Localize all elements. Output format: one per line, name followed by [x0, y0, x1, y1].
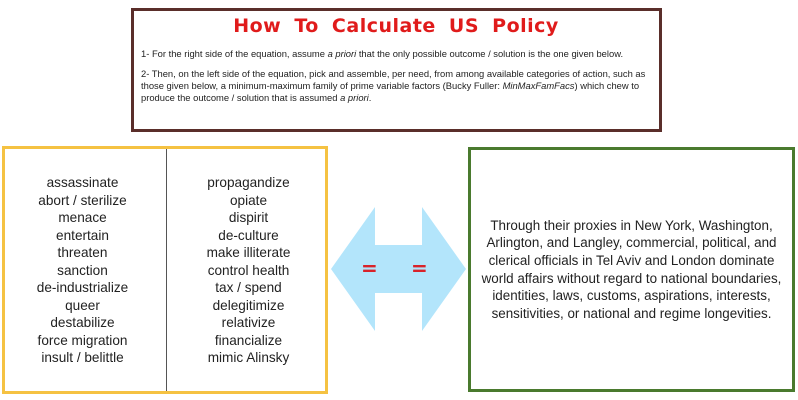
action-item: de-culture	[218, 227, 279, 243]
column-divider	[166, 149, 167, 391]
action-item: relativize	[221, 315, 276, 330]
action-item: insult / belittle	[41, 350, 124, 365]
action-item: de-industrialize	[36, 280, 129, 295]
step-1-text: 1- For the right side of the equation, assume a priori that the only possible outcome / solution is the one given below.	[141, 48, 624, 59]
double-arrow-icon	[331, 207, 466, 331]
action-item: entertain	[56, 227, 109, 243]
action-item: queer	[65, 297, 100, 313]
double-arrow-equation	[331, 207, 466, 331]
action-item: mimic Alinsky	[207, 350, 290, 365]
action-item: financialize	[214, 332, 283, 348]
action-item: dispirit	[228, 210, 269, 225]
action-item: opiate	[229, 192, 268, 208]
action-item: threaten	[57, 245, 108, 260]
left-equals-sign: =	[361, 256, 378, 280]
action-item: control health	[207, 262, 290, 278]
action-item: propagandize	[207, 175, 290, 190]
actions-box	[2, 146, 328, 394]
action-item: abort / sterilize	[38, 192, 127, 208]
right-equals-sign: =	[411, 256, 428, 280]
outcome-text: Through their proxies in New York, Washington, Arlington, and Langley, commercial, political, and clerical officials in Tel Aviv and London dominate world affairs without regard to national boundaries, identities, laws, customs, aspirations, interests, sensitivities, or national and regime longevities.	[481, 217, 782, 321]
instructions-box	[131, 8, 662, 132]
action-item: destabilize	[50, 315, 115, 330]
actions-column-1	[5, 174, 160, 367]
action-item: tax / spend	[215, 280, 282, 295]
action-item: make illiterate	[206, 245, 291, 260]
page-title: How To Calculate US Policy	[233, 15, 559, 37]
step-2-text: 2- Then, on the left side of the equation, pick and assemble, per need, from among available categories of action, such as those given below, a minimum-maximum family of prime variable factors (Bucky Fuller: MinMaxFamFacs) which chew to produce the outcome / solution that is assumed a priori.	[141, 68, 646, 103]
action-item: menace	[58, 210, 107, 225]
outcome-box	[468, 147, 795, 392]
actions-column-2	[171, 174, 326, 367]
action-item: sanction	[57, 262, 108, 278]
action-item: force migration	[37, 332, 128, 348]
action-item: delegitimize	[212, 297, 285, 313]
action-item: assassinate	[46, 175, 119, 190]
